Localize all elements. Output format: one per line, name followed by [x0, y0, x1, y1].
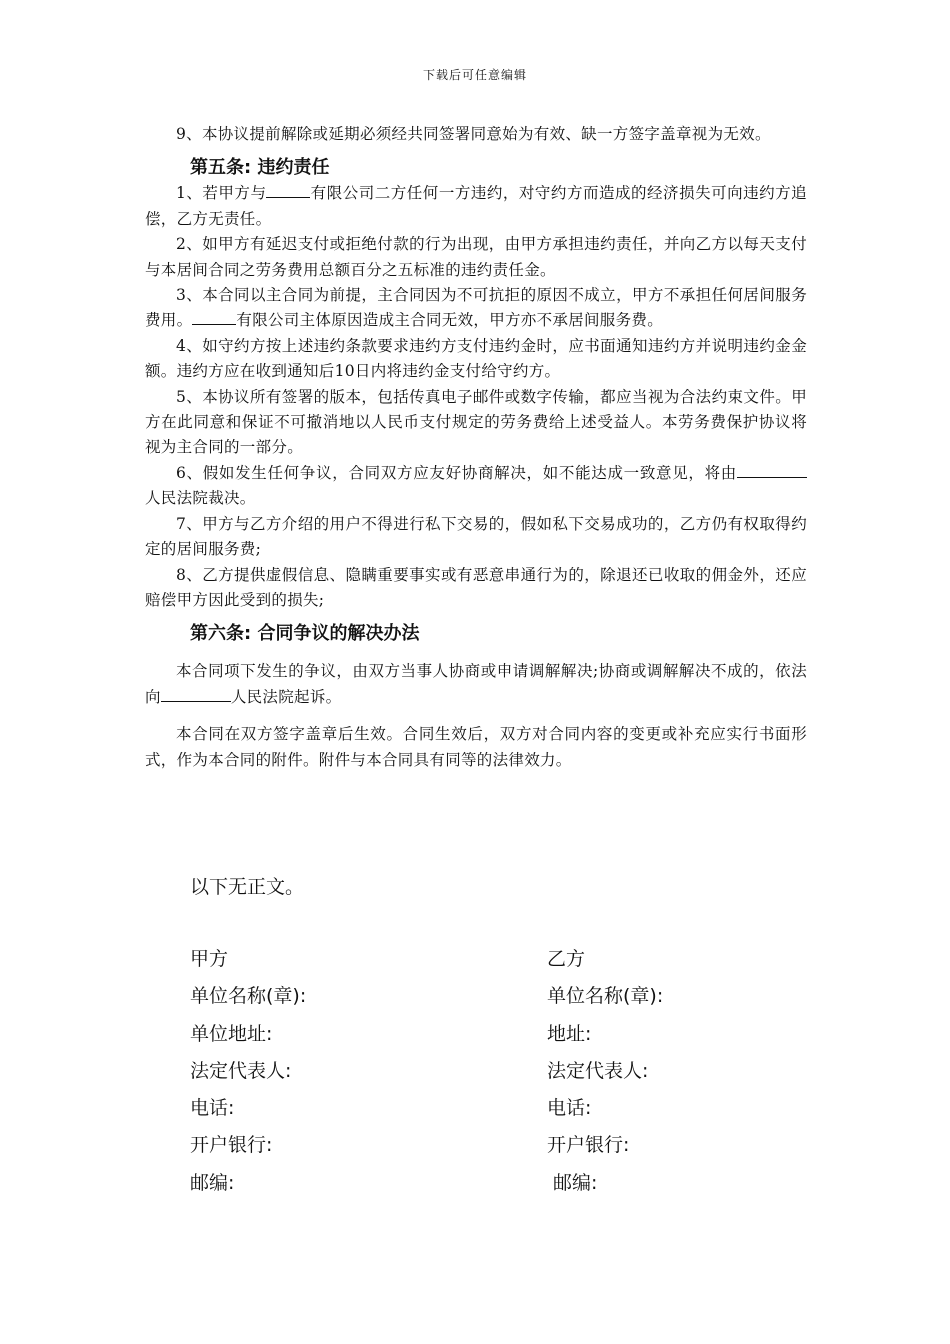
clause-5-6	[145, 461, 807, 512]
end-of-text-note: 以下无正文。	[190, 876, 305, 898]
party-b-title: 乙方	[547, 948, 586, 970]
clause-text: 3、本合同以主合同为前提，主合同因为不可抗拒的原因不成立，甲方不承担任何居间服务费用。	[145, 286, 807, 330]
party-a-address: 单位地址:	[190, 1022, 273, 1045]
clause-6-2: 本合同在双方签字盖章后生效。合同生效后，双方对合同内容的变更或补充应实行书面形式，作为本合同的附件。附件与本合同具有同等的法律效力。	[145, 725, 807, 769]
party-a-postcode: 邮编:	[190, 1171, 235, 1194]
contract-body	[145, 122, 807, 773]
party-b-phone: 电话:	[547, 1097, 592, 1120]
party-b-representative: 法定代表人:	[547, 1059, 649, 1082]
clause-text: 1、若甲方与	[176, 184, 267, 203]
section-heading-5: 第五条: 违约责任	[190, 157, 330, 179]
party-a-representative: 法定代表人:	[190, 1059, 292, 1082]
party-b-postcode: 邮编:	[547, 1171, 598, 1194]
fill-blank	[266, 181, 310, 198]
party-b-address: 地址:	[547, 1022, 592, 1045]
party-b-company: 单位名称(章):	[547, 985, 664, 1008]
clause-5-2: 2、如甲方有延迟支付或拒绝付款的行为出现，由甲方承担违约责任，并向乙方以每天支付与本居间合同之劳务费用总额百分之五标准的违约责任金。	[145, 235, 807, 279]
clause-text: 人民法院起诉。	[230, 687, 342, 706]
clause-5-1	[145, 181, 807, 232]
clause-6-1	[145, 659, 807, 710]
clause-text: 有限公司二方任何一方违约，对守约方而造成的经济损失可向违约方追偿，乙方无责任。	[145, 184, 807, 228]
clause-5-8: 8、乙方提供虚假信息、隐瞒重要事实或有恶意串通行为的，除退还已收取的佣金外，还应赔偿甲方因此受到的损失;	[145, 565, 807, 609]
page-header: 下载后可任意编辑	[422, 68, 527, 82]
clause-9: 9、本协议提前解除或延期必须经共同签署同意始为有效、缺一方签字盖章视为无效。	[176, 125, 771, 143]
party-a-block	[190, 944, 510, 1205]
clause-5-7: 7、甲方与乙方介绍的用户不得进行私下交易的，假如私下交易成功的，乙方仍有权取得约定的居间服务费;	[145, 514, 807, 559]
party-a-phone: 电话:	[190, 1097, 235, 1120]
fill-blank	[737, 461, 807, 478]
party-a-bank: 开户银行:	[190, 1134, 273, 1157]
fill-blank	[161, 685, 231, 702]
clause-5-4: 4、如守约方按上述违约条款要求违约方支付违约金时，应书面通知违约方并说明违约金金额。违约方应在收到通知后10日内将违约金支付给守约方。	[145, 336, 807, 381]
clause-5-5: 5、本协议所有签署的版本，包括传真电子邮件或数字传输，都应当视为合法约束文件。甲方在此同意和保证不可撤消地以人民币支付规定的劳务费给上述受益人。本劳务费保护协议将视为主合同的一部分。	[145, 387, 807, 457]
clause-text: 6、假如发生任何争议，合同双方应友好协商解决，如不能达成一致意见，将由	[176, 463, 737, 482]
party-a-company: 单位名称(章):	[190, 985, 307, 1008]
party-a-title: 甲方	[190, 948, 229, 970]
section-heading-6: 第六条: 合同争议的解决办法	[190, 623, 420, 645]
clause-text: 人民法院裁决。	[145, 489, 256, 508]
party-b-block	[547, 944, 867, 1205]
clause-text: 本合同项下发生的争议，由双方当事人协商或申请调解解决;协商或调解解决不成的，依法向	[145, 662, 807, 706]
fill-blank	[192, 308, 236, 325]
party-b-bank: 开户银行:	[547, 1134, 630, 1157]
clause-5-3	[145, 283, 807, 334]
clause-text: 有限公司主体原因造成主合同无效，甲方亦不承居间服务费。	[236, 311, 664, 330]
